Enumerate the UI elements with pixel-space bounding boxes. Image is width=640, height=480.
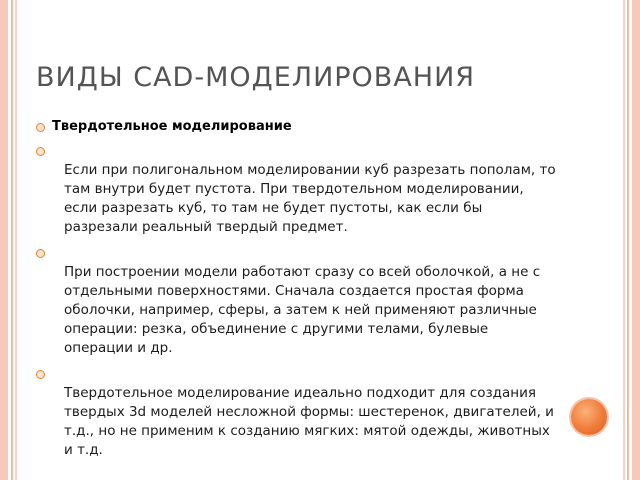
bullet-icon: [36, 249, 45, 258]
right-border-line: [627, 0, 629, 480]
paragraph-text: При построении модели работают сразу со всей оболочкой, а не с отдельными поверхностями. Сначала создается простая форма оболочки, например, сферы, а затем к ней применяют различные операции: резка, объединение с другими телами, булевые операции и др.: [64, 264, 541, 356]
paragraph: [52, 244, 556, 358]
bullet-item-paragraph-3: [36, 365, 556, 460]
paragraph-text: Если при полигональном моделировании куб разрезать пополам, то там внутри будет пустота. При твердотельном моделировании, если разрезать куб, то там не будет пустоты, как если бы разрезали реальный твердый предмет.: [64, 162, 556, 235]
right-border-stripe: [632, 0, 640, 480]
bullet-icon: [36, 123, 45, 132]
bullet-item-paragraph-1: [36, 142, 556, 237]
bullet-icon: [36, 147, 45, 156]
bullet-list: [36, 118, 556, 467]
orange-circle-icon: [571, 399, 607, 435]
left-border-line: [15, 0, 17, 480]
bullet-heading: Твердотельное моделирование: [52, 119, 292, 134]
right-border-line: [623, 0, 625, 480]
slide-title: ВИДЫ CAD-МОДЕЛИРОВАНИЯ: [36, 62, 476, 93]
bullet-item-paragraph-2: [36, 244, 556, 358]
paragraph-text: Твердотельное моделирование идеально подходит для создания твердых 3d моделей несложной формы: шестеренок, двигателей, и т.д., но не применим к созданию мягких: мятой одежды, животных и т.д.: [64, 385, 554, 458]
bullet-icon: [36, 370, 45, 379]
left-border-stripe: [0, 0, 8, 480]
paragraph: [52, 142, 556, 237]
left-border-line: [11, 0, 13, 480]
bullet-item-heading: [36, 118, 556, 136]
paragraph: [52, 365, 556, 460]
